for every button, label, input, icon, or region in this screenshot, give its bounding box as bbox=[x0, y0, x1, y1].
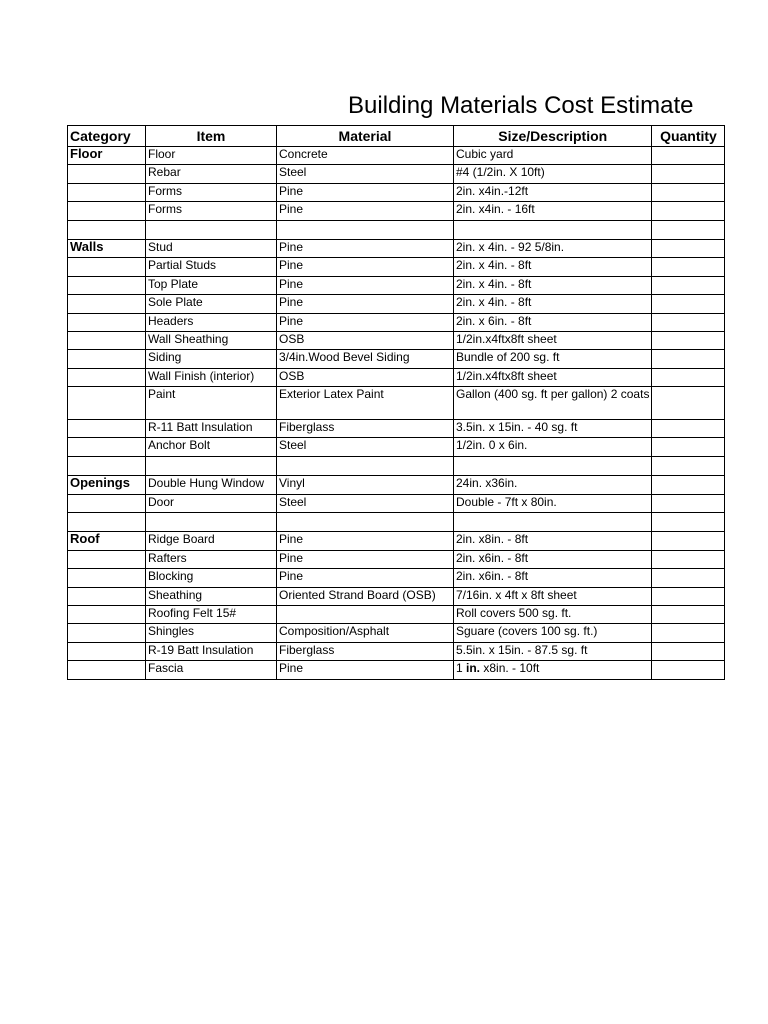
material-cell[interactable]: Pine bbox=[277, 313, 454, 331]
blank-cell[interactable] bbox=[68, 513, 146, 532]
material-cell[interactable]: Vinyl bbox=[277, 476, 454, 494]
size-cell[interactable]: 5.5in. x 15in. - 87.5 sg. ft bbox=[454, 642, 652, 660]
size-cell[interactable]: Bundle of 200 sg. ft bbox=[454, 350, 652, 368]
material-cell[interactable]: Pine bbox=[277, 661, 454, 679]
quantity-cell[interactable] bbox=[652, 642, 725, 660]
table-row bbox=[68, 276, 725, 294]
size-cell[interactable]: Roll covers 500 sg. ft. bbox=[454, 605, 652, 623]
category-cell[interactable] bbox=[68, 661, 146, 679]
blank-cell[interactable] bbox=[146, 456, 277, 475]
item-cell[interactable]: Top Plate bbox=[146, 276, 277, 294]
category-cell[interactable] bbox=[68, 165, 146, 183]
size-cell[interactable]: 1/2in.x4ftx8ft sheet bbox=[454, 368, 652, 386]
table-row bbox=[68, 532, 725, 550]
material-cell[interactable]: OSB bbox=[277, 331, 454, 349]
quantity-cell[interactable] bbox=[652, 165, 725, 183]
table-row bbox=[68, 239, 725, 257]
table-row bbox=[68, 438, 725, 456]
item-cell[interactable]: Rebar bbox=[146, 165, 277, 183]
category-cell[interactable] bbox=[68, 313, 146, 331]
size-cell[interactable]: 2in. x 4in. - 8ft bbox=[454, 276, 652, 294]
size-cell[interactable]: 1/2in.x4ftx8ft sheet bbox=[454, 331, 652, 349]
quantity-cell[interactable] bbox=[652, 494, 725, 512]
size-cell[interactable]: Double - 7ft x 80in. bbox=[454, 494, 652, 512]
category-cell[interactable] bbox=[68, 605, 146, 623]
material-cell[interactable]: Pine bbox=[277, 183, 454, 201]
blank-cell[interactable] bbox=[454, 220, 652, 239]
category-cell[interactable] bbox=[68, 350, 146, 368]
item-cell[interactable]: Ridge Board bbox=[146, 532, 277, 550]
item-cell[interactable]: Headers bbox=[146, 313, 277, 331]
item-cell[interactable]: Wall Sheathing bbox=[146, 331, 277, 349]
quantity-cell[interactable] bbox=[652, 239, 725, 257]
table-row bbox=[68, 258, 725, 276]
quantity-cell[interactable] bbox=[652, 313, 725, 331]
size-cell[interactable]: 3.5in. x 15in. - 40 sg. ft bbox=[454, 420, 652, 438]
category-cell[interactable] bbox=[68, 276, 146, 294]
item-cell[interactable]: Shingles bbox=[146, 624, 277, 642]
category-cell[interactable] bbox=[68, 183, 146, 201]
table-row bbox=[68, 147, 725, 165]
size-cell[interactable]: 2in. x6in. - 8ft bbox=[454, 569, 652, 587]
blank-cell[interactable] bbox=[146, 220, 277, 239]
table-row bbox=[68, 368, 725, 386]
size-cell[interactable]: 1/2in. 0 x 6in. bbox=[454, 438, 652, 456]
category-cell[interactable] bbox=[68, 202, 146, 220]
size-cell[interactable] bbox=[454, 661, 652, 679]
table-row bbox=[68, 587, 725, 605]
blank-cell[interactable] bbox=[277, 456, 454, 475]
category-cell[interactable] bbox=[68, 258, 146, 276]
size-cell[interactable]: 2in. x 4in. - 8ft bbox=[454, 258, 652, 276]
header-material[interactable]: Material bbox=[277, 126, 454, 147]
table-row bbox=[68, 350, 725, 368]
material-cell[interactable]: Steel bbox=[277, 165, 454, 183]
blank-cell[interactable] bbox=[454, 456, 652, 475]
item-cell[interactable]: Paint bbox=[146, 387, 277, 420]
category-cell[interactable] bbox=[68, 331, 146, 349]
item-cell[interactable]: Stud bbox=[146, 239, 277, 257]
quantity-cell[interactable] bbox=[652, 587, 725, 605]
category-cell[interactable] bbox=[68, 550, 146, 568]
table-row bbox=[68, 420, 725, 438]
blank-cell[interactable] bbox=[454, 513, 652, 532]
material-cell[interactable]: Exterior Latex Paint bbox=[277, 387, 454, 420]
header-row bbox=[68, 126, 725, 147]
quantity-cell[interactable] bbox=[652, 202, 725, 220]
quantity-cell[interactable] bbox=[652, 331, 725, 349]
size-cell[interactable]: 2in. x 4in. - 92 5/8in. bbox=[454, 239, 652, 257]
material-cell[interactable]: Pine bbox=[277, 202, 454, 220]
item-cell[interactable]: Roofing Felt 15# bbox=[146, 605, 277, 623]
category-cell[interactable] bbox=[68, 569, 146, 587]
table-row bbox=[68, 494, 725, 512]
quantity-cell[interactable] bbox=[652, 532, 725, 550]
blank-row bbox=[68, 513, 725, 532]
item-cell[interactable]: Door bbox=[146, 494, 277, 512]
header-category[interactable]: Category bbox=[68, 126, 146, 147]
quantity-cell[interactable] bbox=[652, 661, 725, 679]
material-cell[interactable]: Pine bbox=[277, 258, 454, 276]
material-cell[interactable]: Oriented Strand Board (OSB) bbox=[277, 587, 454, 605]
category-cell[interactable]: Walls bbox=[68, 239, 146, 257]
table-row bbox=[68, 624, 725, 642]
blank-cell[interactable] bbox=[652, 456, 725, 475]
quantity-cell[interactable] bbox=[652, 387, 725, 420]
size-bold-unit: in. bbox=[466, 661, 481, 676]
size-cell[interactable]: Gallon (400 sg. ft per gallon) 2 coats bbox=[454, 387, 652, 420]
material-cell[interactable]: 3/4in.Wood Bevel Siding bbox=[277, 350, 454, 368]
material-cell[interactable]: Pine bbox=[277, 239, 454, 257]
blank-cell[interactable] bbox=[146, 513, 277, 532]
table-row bbox=[68, 605, 725, 623]
quantity-cell[interactable] bbox=[652, 147, 725, 165]
item-cell[interactable]: Rafters bbox=[146, 550, 277, 568]
material-cell[interactable]: Composition/Asphalt bbox=[277, 624, 454, 642]
category-cell[interactable] bbox=[68, 387, 146, 420]
quantity-cell[interactable] bbox=[652, 258, 725, 276]
header-quantity[interactable]: Quantity bbox=[652, 126, 725, 147]
table-row bbox=[68, 331, 725, 349]
blank-cell[interactable] bbox=[652, 220, 725, 239]
category-cell[interactable] bbox=[68, 295, 146, 313]
item-cell[interactable]: Siding bbox=[146, 350, 277, 368]
blank-cell[interactable] bbox=[68, 220, 146, 239]
item-cell[interactable]: Fascia bbox=[146, 661, 277, 679]
item-cell[interactable]: Sheathing bbox=[146, 587, 277, 605]
item-cell[interactable]: Forms bbox=[146, 202, 277, 220]
table-row bbox=[68, 295, 725, 313]
quantity-cell[interactable] bbox=[652, 624, 725, 642]
material-cell[interactable]: Fiberglass bbox=[277, 420, 454, 438]
size-cell[interactable]: 24in. x36in. bbox=[454, 476, 652, 494]
material-cell[interactable]: Pine bbox=[277, 276, 454, 294]
item-cell[interactable]: Anchor Bolt bbox=[146, 438, 277, 456]
size-cell[interactable]: Sguare (covers 100 sg. ft.) bbox=[454, 624, 652, 642]
item-cell[interactable]: Blocking bbox=[146, 569, 277, 587]
item-cell[interactable]: Sole Plate bbox=[146, 295, 277, 313]
size-cell[interactable]: 2in. x 6in. - 8ft bbox=[454, 313, 652, 331]
item-cell[interactable]: R-19 Batt Insulation bbox=[146, 642, 277, 660]
table-row bbox=[68, 569, 725, 587]
category-cell[interactable]: Roof bbox=[68, 532, 146, 550]
category-cell[interactable] bbox=[68, 587, 146, 605]
table-row bbox=[68, 183, 725, 201]
table-row bbox=[68, 550, 725, 568]
quantity-cell[interactable] bbox=[652, 368, 725, 386]
category-cell[interactable] bbox=[68, 642, 146, 660]
material-cell[interactable]: Concrete bbox=[277, 147, 454, 165]
table-row bbox=[68, 387, 725, 420]
table-row bbox=[68, 313, 725, 331]
size-cell[interactable]: 7/16in. x 4ft x 8ft sheet bbox=[454, 587, 652, 605]
category-cell[interactable] bbox=[68, 624, 146, 642]
category-cell[interactable]: Openings bbox=[68, 476, 146, 494]
blank-cell[interactable] bbox=[68, 456, 146, 475]
quantity-cell[interactable] bbox=[652, 276, 725, 294]
item-cell[interactable]: Forms bbox=[146, 183, 277, 201]
material-cell[interactable]: Pine bbox=[277, 295, 454, 313]
size-cell[interactable]: 2in. x6in. - 8ft bbox=[454, 550, 652, 568]
item-cell[interactable]: R-11 Batt Insulation bbox=[146, 420, 277, 438]
quantity-cell[interactable] bbox=[652, 420, 725, 438]
table-row bbox=[68, 202, 725, 220]
item-cell[interactable]: Wall Finish (interior) bbox=[146, 368, 277, 386]
item-cell[interactable]: Double Hung Window bbox=[146, 476, 277, 494]
category-cell[interactable] bbox=[68, 438, 146, 456]
category-cell[interactable]: Floor bbox=[68, 147, 146, 165]
quantity-cell[interactable] bbox=[652, 605, 725, 623]
quantity-cell[interactable] bbox=[652, 569, 725, 587]
page-title: Building Materials Cost Estimate bbox=[348, 92, 694, 119]
size-cell[interactable]: 2in. x8in. - 8ft bbox=[454, 532, 652, 550]
size-suffix: x8in. - 10ft bbox=[480, 661, 540, 676]
table-row bbox=[68, 165, 725, 183]
size-cell[interactable]: 2in. x 4in. - 8ft bbox=[454, 295, 652, 313]
material-cell[interactable]: Pine bbox=[277, 550, 454, 568]
quantity-cell[interactable] bbox=[652, 438, 725, 456]
blank-row bbox=[68, 456, 725, 475]
material-cell[interactable]: Pine bbox=[277, 569, 454, 587]
category-cell[interactable] bbox=[68, 368, 146, 386]
item-cell[interactable]: Floor bbox=[146, 147, 277, 165]
quantity-cell[interactable] bbox=[652, 550, 725, 568]
material-cell[interactable]: Steel bbox=[277, 438, 454, 456]
size-cell[interactable]: 2in. x4in.-12ft bbox=[454, 183, 652, 201]
category-cell[interactable] bbox=[68, 420, 146, 438]
header-item[interactable]: Item bbox=[146, 126, 277, 147]
material-cell[interactable]: OSB bbox=[277, 368, 454, 386]
material-cell[interactable]: Fiberglass bbox=[277, 642, 454, 660]
header-size[interactable]: Size/Description bbox=[454, 126, 652, 147]
material-cell[interactable]: Pine bbox=[277, 532, 454, 550]
materials-table bbox=[67, 125, 725, 680]
material-cell[interactable]: Steel bbox=[277, 494, 454, 512]
category-cell[interactable] bbox=[68, 494, 146, 512]
item-cell[interactable]: Partial Studs bbox=[146, 258, 277, 276]
blank-cell[interactable] bbox=[277, 220, 454, 239]
quantity-cell[interactable] bbox=[652, 183, 725, 201]
quantity-cell[interactable] bbox=[652, 350, 725, 368]
quantity-cell[interactable] bbox=[652, 295, 725, 313]
blank-cell[interactable] bbox=[277, 513, 454, 532]
blank-cell[interactable] bbox=[652, 513, 725, 532]
material-cell[interactable] bbox=[277, 605, 454, 623]
quantity-cell[interactable] bbox=[652, 476, 725, 494]
size-cell[interactable]: 2in. x4in. - 16ft bbox=[454, 202, 652, 220]
size-prefix: 1 bbox=[456, 661, 467, 676]
size-cell[interactable]: #4 (1/2in. X 10ft) bbox=[454, 165, 652, 183]
table-row bbox=[68, 661, 725, 679]
table-row bbox=[68, 642, 725, 660]
size-cell[interactable]: Cubic yard bbox=[454, 147, 652, 165]
table-row bbox=[68, 476, 725, 494]
blank-row bbox=[68, 220, 725, 239]
